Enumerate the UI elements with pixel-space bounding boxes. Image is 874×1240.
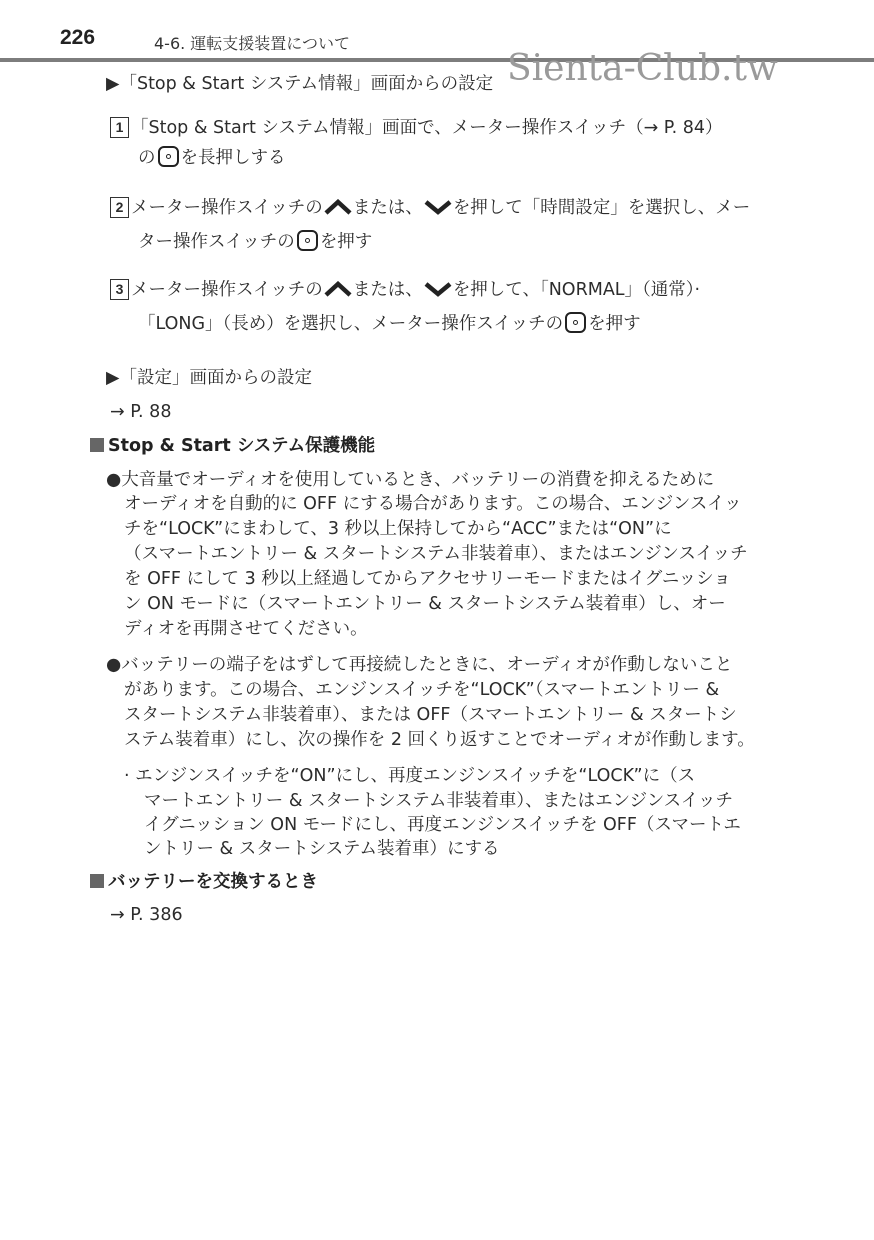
protection-heading	[90, 434, 375, 458]
step-1-line-2	[138, 146, 286, 170]
step-3-text-c: を押して、「NORMAL」（通常）·	[452, 280, 701, 300]
step-3-text-e: を押す	[588, 314, 641, 334]
up-arrow-icon	[324, 281, 352, 297]
watermark: Sienta-Club.tw	[507, 48, 778, 89]
step-1-text-b: の	[138, 148, 156, 168]
down-arrow-icon	[424, 199, 452, 215]
page-number: 226	[60, 26, 96, 49]
heading-square-icon	[90, 438, 104, 452]
step-2-text-b: または、	[352, 198, 423, 218]
step-2-text-e: を押す	[319, 232, 373, 252]
meter-enter-button-icon	[565, 312, 586, 333]
bullet-2-line-4: ステム装着車）にし、次の操作を 2 回くり返すことでオーディオが作動します。	[124, 730, 755, 750]
bullet-2-line-3: スタートシステム非装着車）、または OFF（スマートエントリー & スタートシ	[124, 705, 737, 725]
step-2-line-2	[138, 230, 372, 254]
bullet-1-line-5: を OFF にして 3 秒以上経過してからアクセサリーモードまたはイグニッショ	[124, 569, 731, 589]
bullet-1-line-6: ン ON モードに（スマートエントリー & スタートシステム装着車）し、オー	[124, 594, 726, 614]
meter-enter-button-icon	[297, 230, 318, 251]
step-3-line-2	[138, 312, 641, 336]
meter-enter-button-icon	[158, 146, 179, 167]
step-number-3: 3	[110, 279, 129, 300]
battery-heading-text: バッテリーを交換するとき	[108, 872, 318, 892]
bullet-1-line-4: （スマートエントリー & スタートシステム非装着車）、またはエンジンスイッチ	[124, 544, 748, 564]
step-3-line-1	[110, 278, 700, 302]
step-2-text-a: メーター操作スイッチの	[131, 198, 323, 218]
step-3-text-a: メーター操作スイッチの	[131, 280, 323, 300]
settings-page-reference: → P. 88	[110, 402, 172, 422]
bullet-2-line-2: があります。この場合、エンジンスイッチを“LOCK”（スマートエントリー &	[124, 680, 720, 700]
intro-subheading: ▶「Stop & Start システム情報」画面からの設定	[106, 74, 494, 94]
bullet-2-line-1: ●バッテリーの端子をはずして再接続したときに、オーディオが作動しないこと	[106, 655, 733, 675]
step-2-text-c: を押して「時間設定」を選択し、メー	[452, 198, 751, 218]
bullet-1-line-2: オーディオを自動的に OFF にする場合があります。この場合、エンジンスイッ	[124, 494, 742, 514]
step-number-1: 1	[110, 117, 129, 138]
down-arrow-icon	[424, 281, 452, 297]
section-title: 4-6. 運転支援装置について	[154, 34, 350, 53]
sub-item-line-2: マートエントリー & スタートシステム非装着車）、またはエンジンスイッチ	[144, 791, 733, 811]
step-1-line-1	[110, 116, 723, 140]
step-3-text-d: 「LONG」（長め）を選択し、メーター操作スイッチの	[138, 314, 564, 334]
step-1-text-a: 「Stop & Start システム情報」画面で、メーター操作スイッチ（→ P. 84）	[131, 118, 723, 138]
up-arrow-icon	[324, 199, 352, 215]
heading-square-icon	[90, 874, 104, 888]
protection-heading-text: Stop & Start システム保護機能	[108, 436, 376, 456]
sub-item-line-3: イグニッション ON モードにし、再度エンジンスイッチを OFF（スマートエ	[144, 815, 741, 835]
step-3-text-b: または、	[352, 280, 423, 300]
step-2-text-d: ター操作スイッチの	[138, 232, 295, 252]
step-1-text-c: を長押しする	[180, 148, 286, 168]
bullet-1-line-7: ディオを再開させてください。	[124, 619, 368, 639]
battery-page-reference: → P. 386	[110, 905, 183, 925]
bullet-1-line-1: ●大音量でオーディオを使用しているとき、バッテリーの消費を抑えるために	[106, 470, 715, 490]
sub-item-line-1: · エンジンスイッチを“ON”にし、再度エンジンスイッチを“LOCK”に（ス	[124, 766, 696, 786]
sub-item-line-4: ントリー & スタートシステム装着車）にする	[144, 839, 500, 859]
step-number-2: 2	[110, 197, 129, 218]
bullet-1-line-3: チを“LOCK”にまわして、3 秒以上保持してから“ACC”または“ON”に	[124, 519, 672, 539]
settings-subheading: ▶「設定」画面からの設定	[106, 368, 312, 388]
battery-heading	[90, 870, 318, 894]
step-2-line-1	[110, 196, 750, 220]
